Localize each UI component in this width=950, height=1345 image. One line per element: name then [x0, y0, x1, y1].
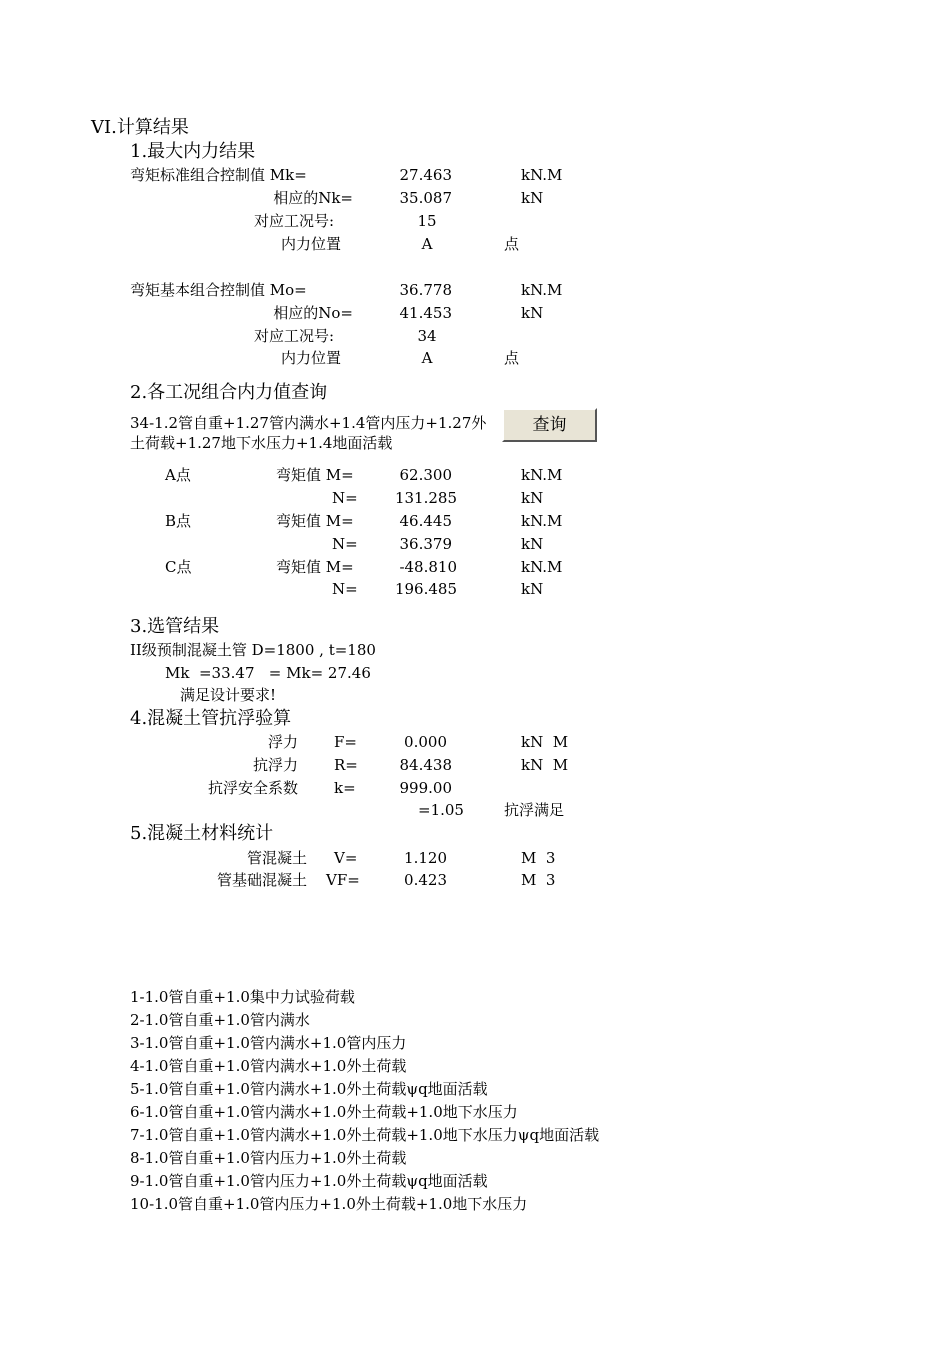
load-case-item: 8-1.0管自重+1.0管内压力+1.0外土荷载 — [130, 1149, 407, 1167]
std-n-label: 相应的Nk= — [273, 189, 353, 207]
point-b-n-label: N= — [332, 535, 358, 553]
basic-position-unit: 点 — [504, 349, 520, 367]
buoyancy-value: 0.000 — [404, 733, 447, 751]
foundation-concrete-unit: M 3 — [521, 871, 556, 889]
std-moment-value: 27.463 — [399, 166, 452, 184]
moment-check: Mk =33.47 = Mk= 27.46 — [165, 664, 371, 682]
point-c-n-unit: kN — [521, 580, 544, 598]
point-a-moment-value: 62.300 — [399, 466, 452, 484]
point-c-n-value: 196.485 — [394, 580, 457, 598]
std-n-unit: kN — [521, 189, 544, 207]
section-5-heading: 5.混凝土材料统计 — [130, 823, 274, 844]
load-case-item: 3-1.0管自重+1.0管内满水+1.0管内压力 — [130, 1034, 407, 1052]
anti-float-symbol: R= — [334, 756, 358, 774]
point-a-n-label: N= — [332, 489, 358, 507]
std-position-value: A — [421, 235, 433, 253]
section-3-heading: 3.选管结果 — [130, 616, 220, 637]
load-case-item: 4-1.0管自重+1.0管内满水+1.0外土荷载 — [130, 1057, 407, 1075]
anti-float-label: 抗浮力 — [252, 756, 298, 774]
page-title: VI.计算结果 — [91, 117, 189, 138]
point-b-moment-value: 46.445 — [399, 512, 452, 530]
buoyancy-label: 浮力 — [267, 733, 298, 751]
point-a-n-value: 131.285 — [394, 489, 457, 507]
pipe-concrete-symbol: V= — [334, 849, 358, 867]
combo-description-line2: 土荷载+1.27地下水压力+1.4地面活载 — [130, 434, 393, 452]
std-moment-label: 弯矩标准组合控制值 Mk= — [130, 166, 307, 184]
load-case-item: 10-1.0管自重+1.0管内压力+1.0外土荷载+1.0地下水压力 — [130, 1195, 528, 1213]
basic-case-label: 对应工况号: — [254, 327, 335, 345]
point-b-label: B点 — [165, 512, 192, 530]
std-case-value: 15 — [417, 212, 437, 230]
anti-float-value: 84.438 — [399, 756, 452, 774]
point-a-label: A点 — [165, 466, 191, 484]
basic-n-unit: kN — [521, 304, 544, 322]
point-c-moment-value: -48.810 — [399, 558, 457, 576]
combo-description-line1: 34-1.2管自重+1.27管内满水+1.4管内压力+1.27外 — [130, 414, 487, 432]
load-case-item: 6-1.0管自重+1.0管内满水+1.0外土荷载+1.0地下水压力 — [130, 1103, 518, 1121]
basic-moment-value: 36.778 — [399, 281, 452, 299]
point-c-moment-unit: kN.M — [521, 558, 563, 576]
basic-n-value: 41.453 — [399, 304, 452, 322]
anti-float-unit: kN M — [521, 756, 569, 774]
basic-moment-unit: kN.M — [521, 281, 563, 299]
point-a-moment-unit: kN.M — [521, 466, 563, 484]
std-n-value: 35.087 — [399, 189, 452, 207]
std-position-unit: 点 — [504, 235, 520, 253]
point-c-n-label: N= — [332, 580, 358, 598]
load-case-item: 1-1.0管自重+1.0集中力试验荷载 — [130, 988, 355, 1006]
basic-n-label: 相应的No= — [273, 304, 353, 322]
design-result: 满足设计要求! — [180, 686, 277, 704]
std-case-label: 对应工况号: — [254, 212, 335, 230]
buoyancy-symbol: F= — [334, 733, 357, 751]
std-moment-unit: kN.M — [521, 166, 563, 184]
load-case-item: 9-1.0管自重+1.0管内压力+1.0外土荷载ψq地面活载 — [130, 1172, 488, 1190]
pipe-concrete-unit: M 3 — [521, 849, 556, 867]
point-b-moment-label: 弯矩值 M= — [276, 512, 354, 530]
safety-factor-symbol: k= — [334, 779, 356, 797]
point-b-n-value: 36.379 — [399, 535, 452, 553]
section-2-heading: 2.各工况组合内力值查询 — [130, 382, 328, 403]
safety-ratio: =1.05 — [418, 801, 464, 819]
point-c-label: C点 — [165, 558, 192, 576]
pipe-concrete-value: 1.120 — [404, 849, 447, 867]
load-case-item: 7-1.0管自重+1.0管内满水+1.0外土荷载+1.0地下水压力ψq地面活载 — [130, 1126, 600, 1144]
point-b-n-unit: kN — [521, 535, 544, 553]
load-case-item: 5-1.0管自重+1.0管内满水+1.0外土荷载ψq地面活载 — [130, 1080, 488, 1098]
foundation-concrete-value: 0.423 — [404, 871, 447, 889]
basic-position-value: A — [421, 349, 433, 367]
point-a-moment-label: 弯矩值 M= — [276, 466, 354, 484]
basic-position-label: 内力位置 — [281, 349, 342, 367]
load-case-item: 2-1.0管自重+1.0管内满水 — [130, 1011, 310, 1029]
buoyancy-unit: kN M — [521, 733, 569, 751]
pipe-concrete-label: 管混凝土 — [246, 849, 307, 867]
basic-moment-label: 弯矩基本组合控制值 Mo= — [130, 281, 307, 299]
point-b-moment-unit: kN.M — [521, 512, 563, 530]
selected-pipe: II级预制混凝土管 D=1800 , t=180 — [130, 641, 376, 659]
basic-case-value: 34 — [417, 327, 437, 345]
anti-float-result: 抗浮满足 — [504, 801, 565, 819]
point-c-moment-label: 弯矩值 M= — [276, 558, 354, 576]
point-a-n-unit: kN — [521, 489, 544, 507]
section-1-heading: 1.最大内力结果 — [130, 141, 256, 162]
safety-factor-label: 抗浮安全系数 — [207, 779, 298, 797]
safety-factor-value: 999.00 — [399, 779, 452, 797]
foundation-concrete-symbol: VF= — [326, 871, 360, 889]
section-4-heading: 4.混凝土管抗浮验算 — [130, 708, 292, 729]
foundation-concrete-label: 管基础混凝土 — [216, 871, 307, 889]
query-button[interactable]: 查询 — [502, 408, 597, 442]
std-position-label: 内力位置 — [281, 235, 342, 253]
